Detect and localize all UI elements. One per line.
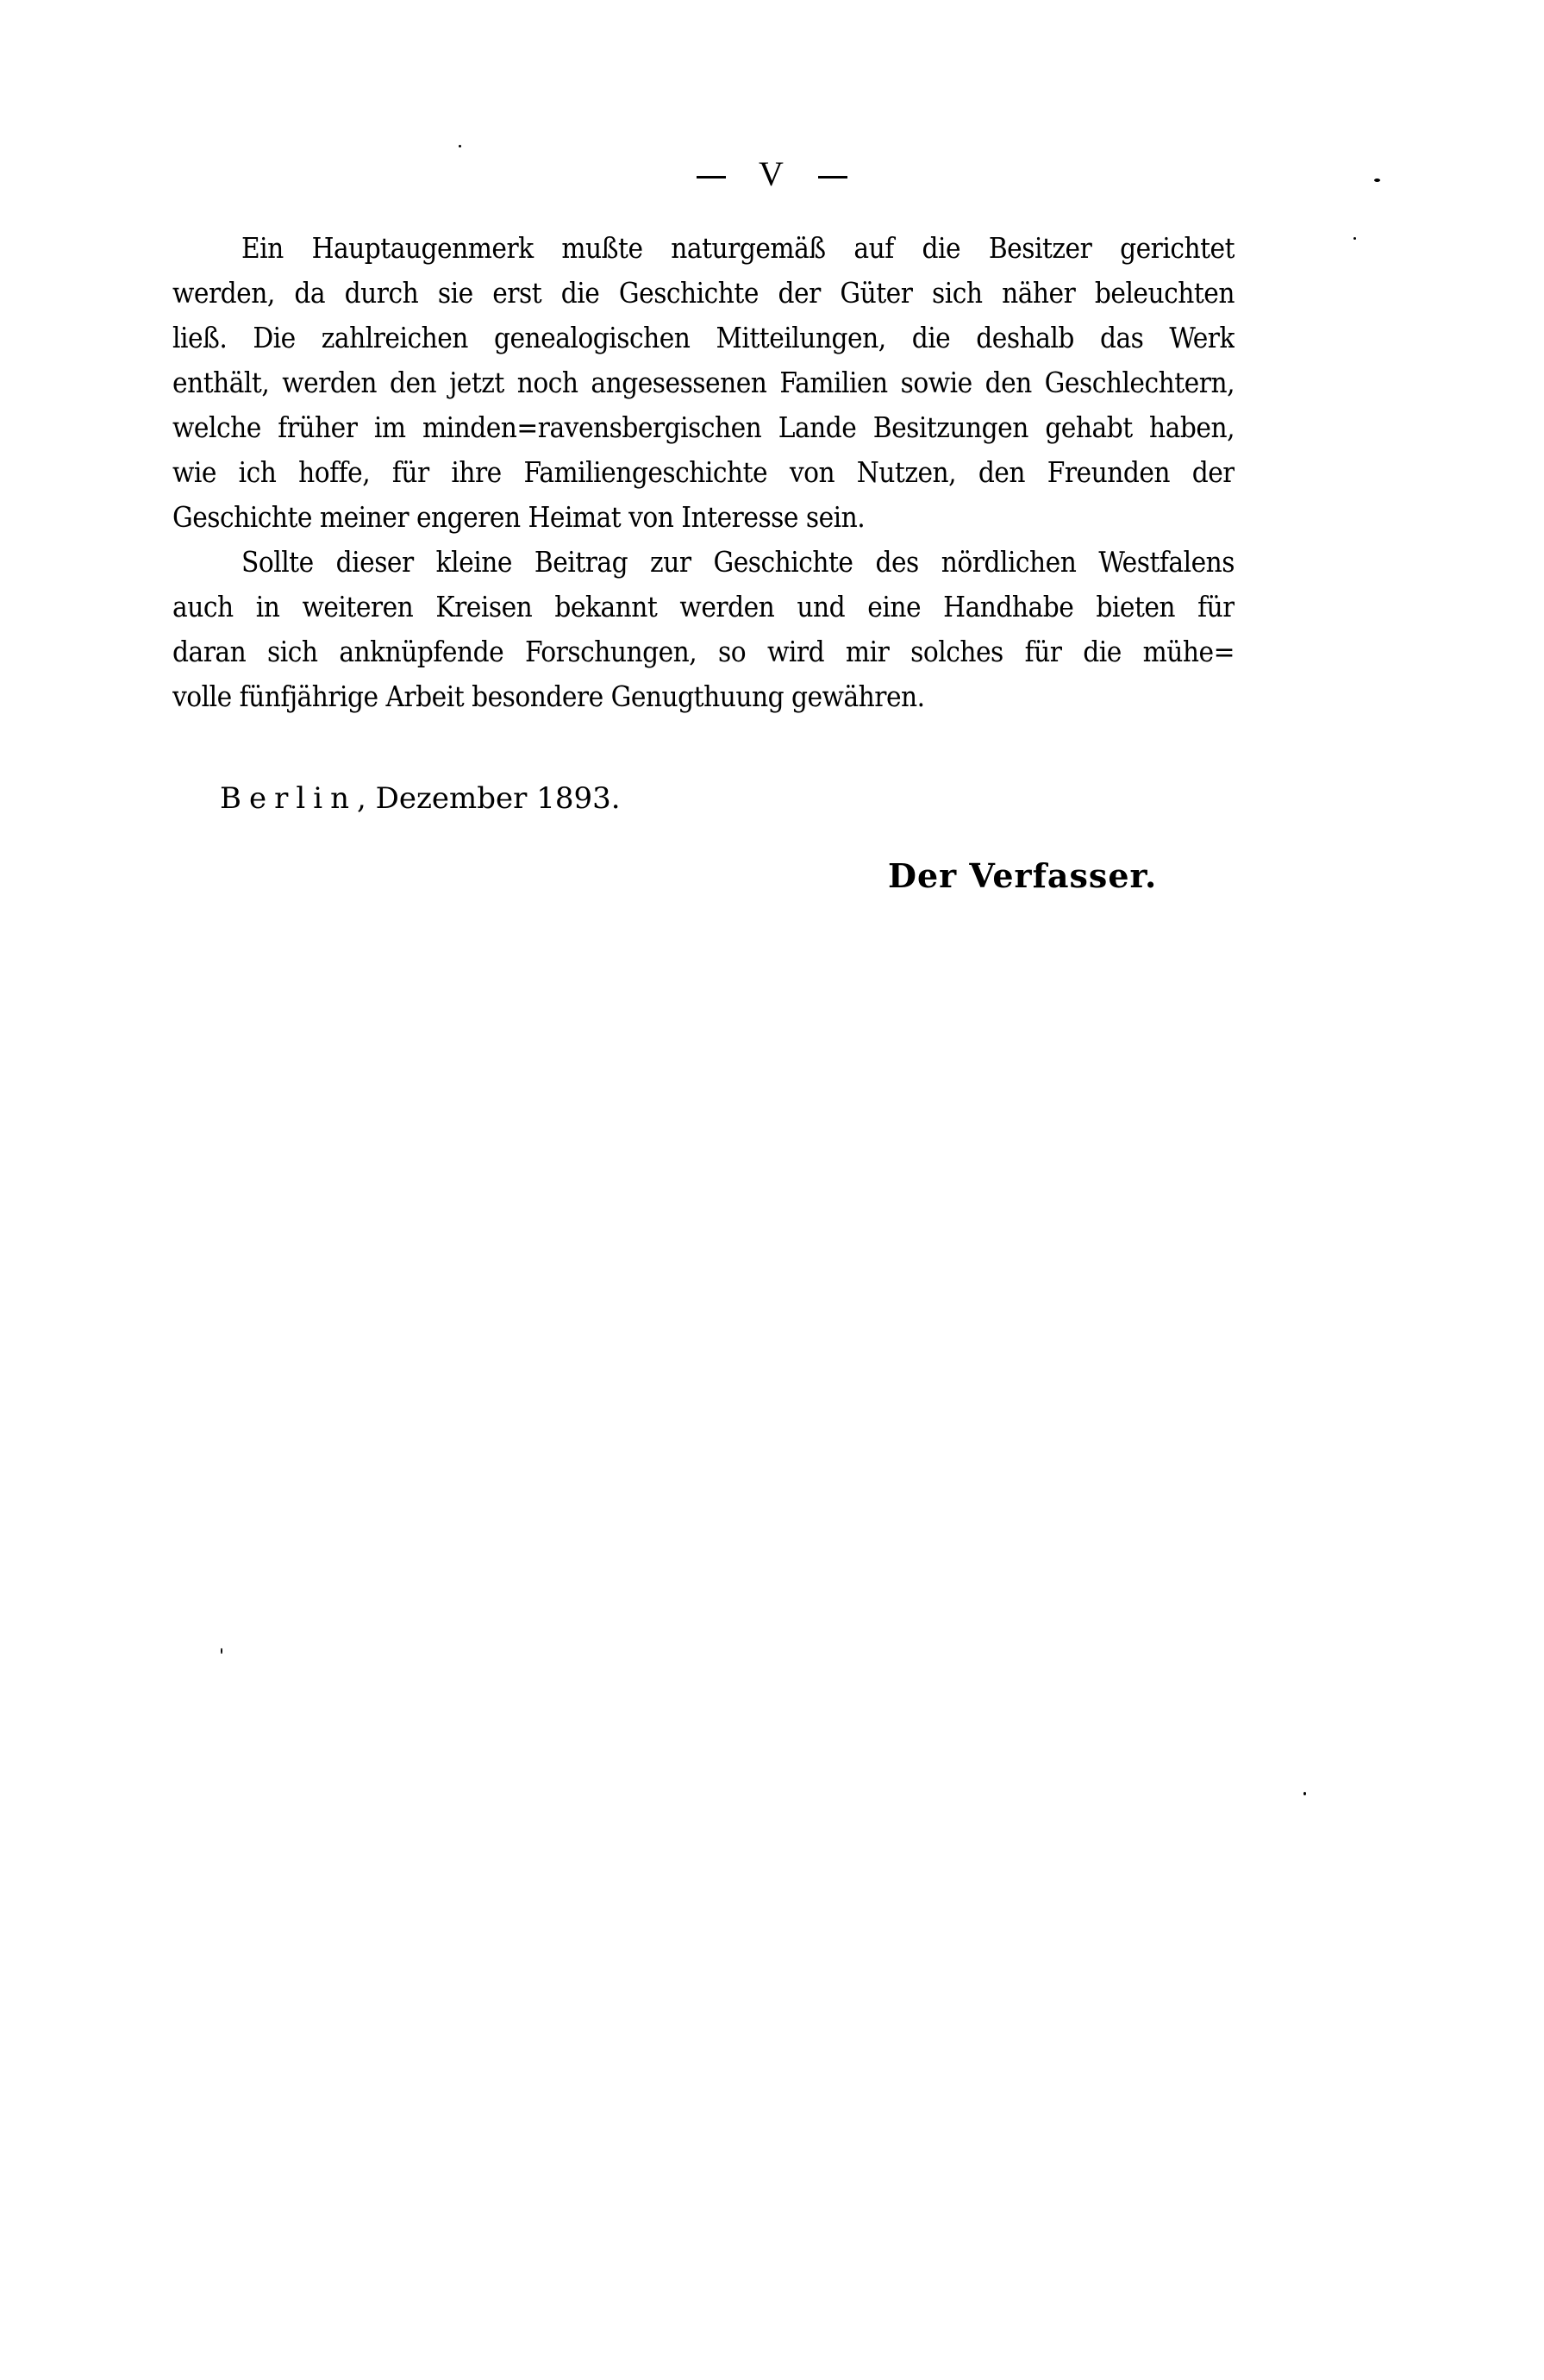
text-line: ließ. Die zahlreichen genealogischen Mitteilungen, die deshalb das Werk bbox=[172, 321, 1235, 354]
text-line: werden, da durch sie erst die Geschichte der Güter sich näher beleuchten bbox=[172, 276, 1235, 310]
body-text bbox=[172, 226, 1235, 719]
text-line: Ein Hauptaugenmerk mußte naturgemäß auf die Besitzer gerichtet bbox=[241, 231, 1235, 265]
text-line: Sollte dieser kleine Beitrag zur Geschichte des nördlichen Westfalens bbox=[241, 545, 1235, 579]
header-dash-right bbox=[818, 176, 847, 178]
text-line: Geschichte meiner engeren Heimat von Interesse sein. bbox=[172, 500, 866, 534]
text-line: daran sich anknüpfende Forschungen, so wird mir solches für die mühe= bbox=[172, 635, 1235, 668]
page-header bbox=[0, 154, 1544, 193]
text-line: wie ich hoffe, für ihre Familiengeschichte von Nutzen, den Freunden der bbox=[172, 455, 1235, 489]
text-line: auch in weiteren Kreisen bekannt werden und eine Handhabe bieten für bbox=[172, 590, 1235, 623]
paragraph-1 bbox=[172, 226, 1235, 540]
signature: Der Verfasser. bbox=[888, 856, 1158, 895]
scan-speck bbox=[459, 145, 461, 147]
header-dash-left bbox=[697, 176, 726, 178]
scan-speck bbox=[1374, 178, 1380, 182]
scan-speck bbox=[221, 1648, 222, 1654]
dateline bbox=[220, 776, 621, 821]
text-line: enthält, werden den jetzt noch angesessenen Familien sowie den Geschlechtern, bbox=[172, 366, 1235, 399]
scan-speck bbox=[1303, 1792, 1306, 1795]
text-line: welche früher im minden=ravensbergischen Lande Besitzungen gehabt haben, bbox=[172, 410, 1235, 444]
scan-speck bbox=[1353, 237, 1356, 240]
dateline-place: Berlin bbox=[220, 781, 358, 816]
dateline-date: , Dezember 1893. bbox=[357, 781, 621, 816]
page-number: V bbox=[759, 154, 785, 193]
paragraph-2 bbox=[172, 540, 1235, 719]
text-line: volle fünfjährige Arbeit besondere Genugthuung gewähren. bbox=[172, 680, 925, 713]
